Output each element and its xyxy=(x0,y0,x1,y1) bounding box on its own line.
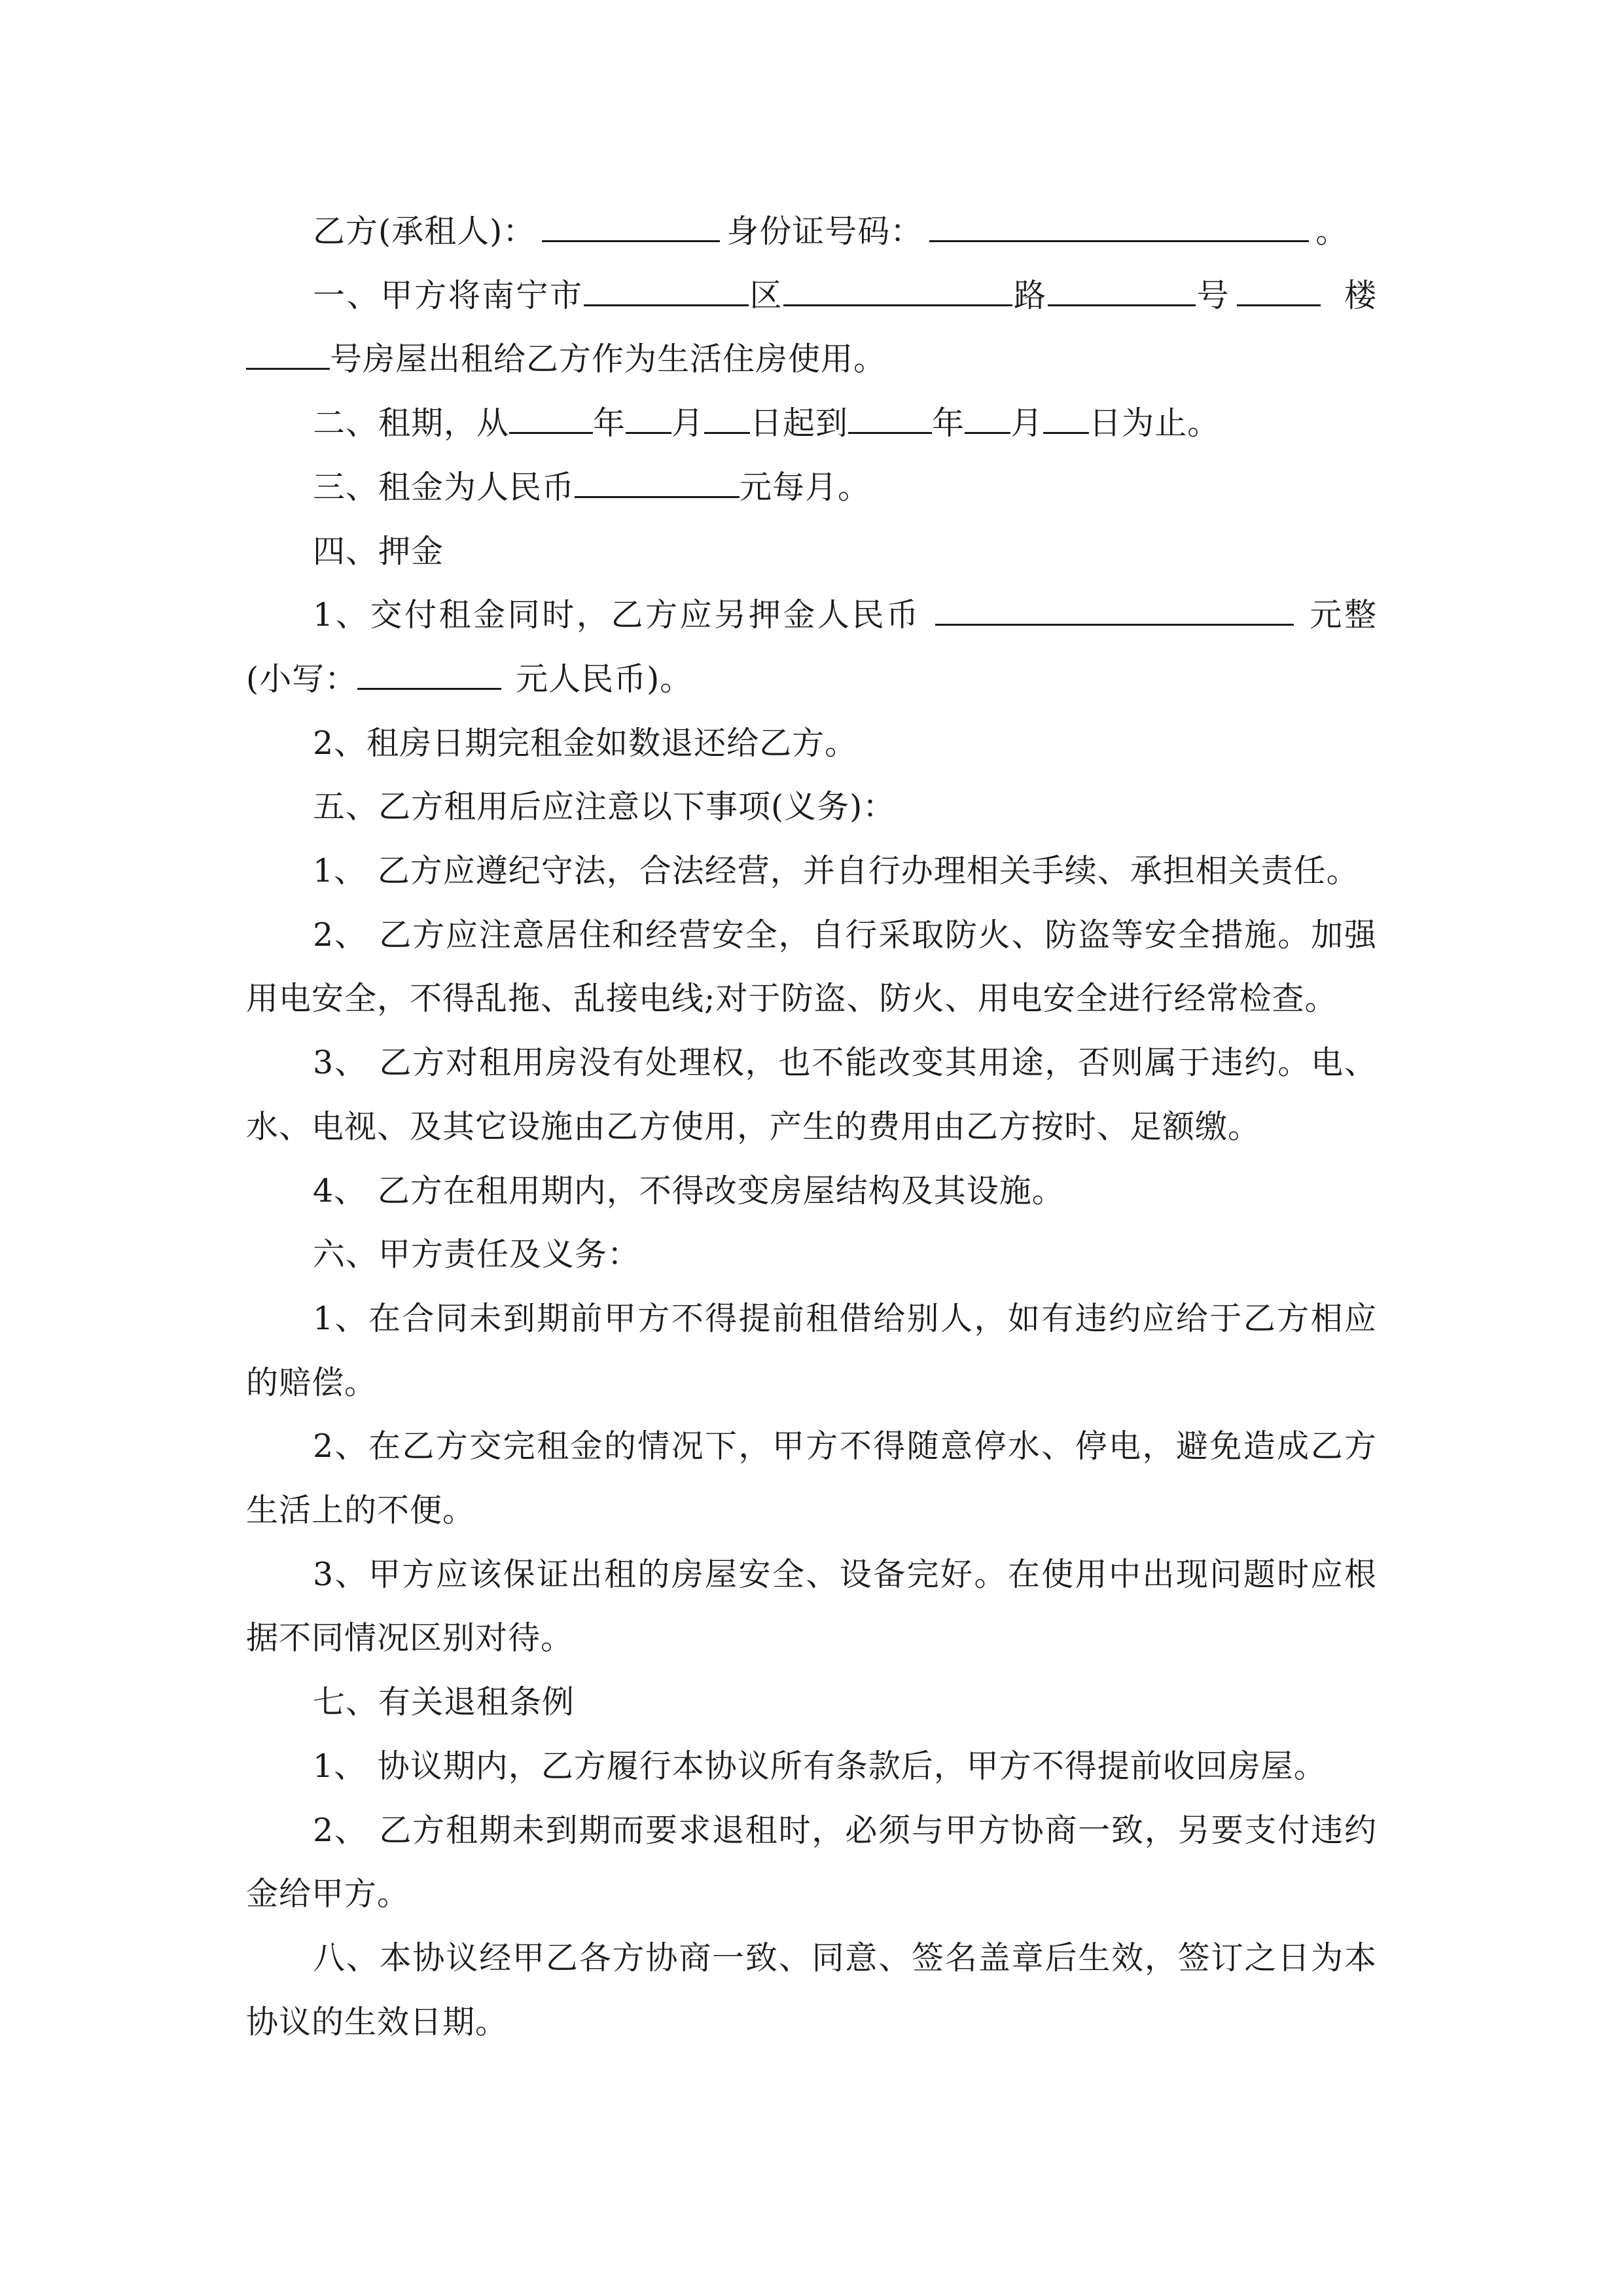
landlord-duty-2: 2、在乙方交完租金的情况下，甲方不得随意停水、停电，避免造成乙方生活上的不便。 xyxy=(246,1427,1377,1530)
building-blank xyxy=(1237,276,1321,306)
clause-text: 元整(小写： xyxy=(246,596,1377,698)
id-number-blank xyxy=(929,211,1309,242)
number-blank xyxy=(1048,276,1196,306)
clause-text: 元人民币)。 xyxy=(516,660,693,698)
tenant-duty-1: 1、 乙方应遵纪守法，合法经营，并自行办理相关手续、承担相关责任。 xyxy=(313,852,1359,890)
landlord-duty-1: 1、在合同未到期前甲方不得提前租借给别人，如有违约应给于乙方相应的赔偿。 xyxy=(246,1299,1377,1401)
tenant-label: 乙方(承租人)： xyxy=(313,213,536,250)
start-year-blank xyxy=(509,403,593,434)
deposit-lowercase-blank xyxy=(357,659,501,690)
tenant-duty-2: 2、 乙方应注意居住和经营安全，自行采取防火、防盗等安全措施。加强用电安全，不得乱拖、乱接电线;对于防盗、防火、用电安全进行经常检查。 xyxy=(246,916,1377,1018)
clause-text: 年 xyxy=(593,404,626,442)
clause-text: 1、交付租金同时，乙方应另押金人民币 xyxy=(313,596,921,634)
start-month-blank xyxy=(626,403,671,434)
section-heading-landlord-duties: 六、甲方责任及义务： xyxy=(313,1236,641,1274)
period-text: 。 xyxy=(1315,213,1349,250)
section-heading-termination: 七、有关退租条例 xyxy=(313,1683,575,1721)
clause-text: 二、租期，从 xyxy=(313,404,510,442)
end-day-blank xyxy=(1043,403,1089,434)
end-year-blank xyxy=(848,403,932,434)
clause-text: 号房屋出租给乙方作为生活住房使用。 xyxy=(330,340,887,378)
clause-text: 月 xyxy=(671,404,705,442)
tenant-duty-4: 4、 乙方在租用期内，不得改变房屋结构及其设施。 xyxy=(313,1172,1065,1210)
clause-text: 月 xyxy=(1010,404,1044,442)
clause-text: 一、甲方将南宁市 xyxy=(313,276,584,314)
clause-text: 年 xyxy=(932,404,965,442)
road-blank xyxy=(783,276,1012,306)
tenant-name-blank xyxy=(542,211,720,242)
clause-text: 日为止。 xyxy=(1089,404,1221,442)
deposit-item-2: 2、租房日期完租金如数退还给乙方。 xyxy=(313,724,858,762)
clause-text: 楼 xyxy=(1343,276,1377,314)
clause-1-address xyxy=(246,264,1377,391)
landlord-duty-3: 3、甲方应该保证出租的房屋安全、设备完好。在使用中出现问题时应根据不同情况区别对待。 xyxy=(246,1555,1377,1657)
clause-text: 路 xyxy=(1012,276,1048,314)
section-heading-deposit: 四、押金 xyxy=(313,532,444,570)
clause-text: 元每月。 xyxy=(740,468,871,506)
deposit-amount-blank xyxy=(935,595,1294,626)
tenant-duty-3: 3、 乙方对租用房没有处理权，也不能改变其用途，否则属于违约。电、水、电视、及其它设施由乙方使用，产生的费用由乙方按时、足额缴。 xyxy=(246,1044,1377,1145)
district-blank xyxy=(584,276,749,306)
clause-8-effective: 八、本协议经甲乙各方协商一致、同意、签名盖章后生效，签订之日为本协议的生效日期。 xyxy=(246,1939,1377,2041)
start-day-blank xyxy=(704,403,750,434)
clause-text: 区 xyxy=(748,276,784,314)
deposit-item-1 xyxy=(246,583,1377,711)
clause-text: 号 xyxy=(1195,276,1231,314)
contract-body xyxy=(246,200,1377,2054)
tenant-line xyxy=(246,200,1377,264)
clause-2-term xyxy=(246,391,1377,456)
termination-item-2: 2、 乙方租期未到期而要求退租时，必须与甲方协商一致，另要支付违约金给甲方。 xyxy=(246,1811,1377,1913)
section-heading-tenant-duties: 五、乙方租用后应注意以下事项(义务)： xyxy=(313,788,896,826)
termination-item-1: 1、 协议期内，乙方履行本协议所有条款后，甲方不得提前收回房屋。 xyxy=(313,1747,1327,1785)
clause-text: 日起到 xyxy=(750,404,849,442)
rent-amount-blank xyxy=(575,467,740,498)
clause-3-rent xyxy=(246,456,1377,520)
end-month-blank xyxy=(965,403,1010,434)
id-number-label: 身份证号码： xyxy=(726,213,923,250)
room-blank xyxy=(246,339,330,370)
clause-text: 三、租金为人民币 xyxy=(313,468,575,506)
